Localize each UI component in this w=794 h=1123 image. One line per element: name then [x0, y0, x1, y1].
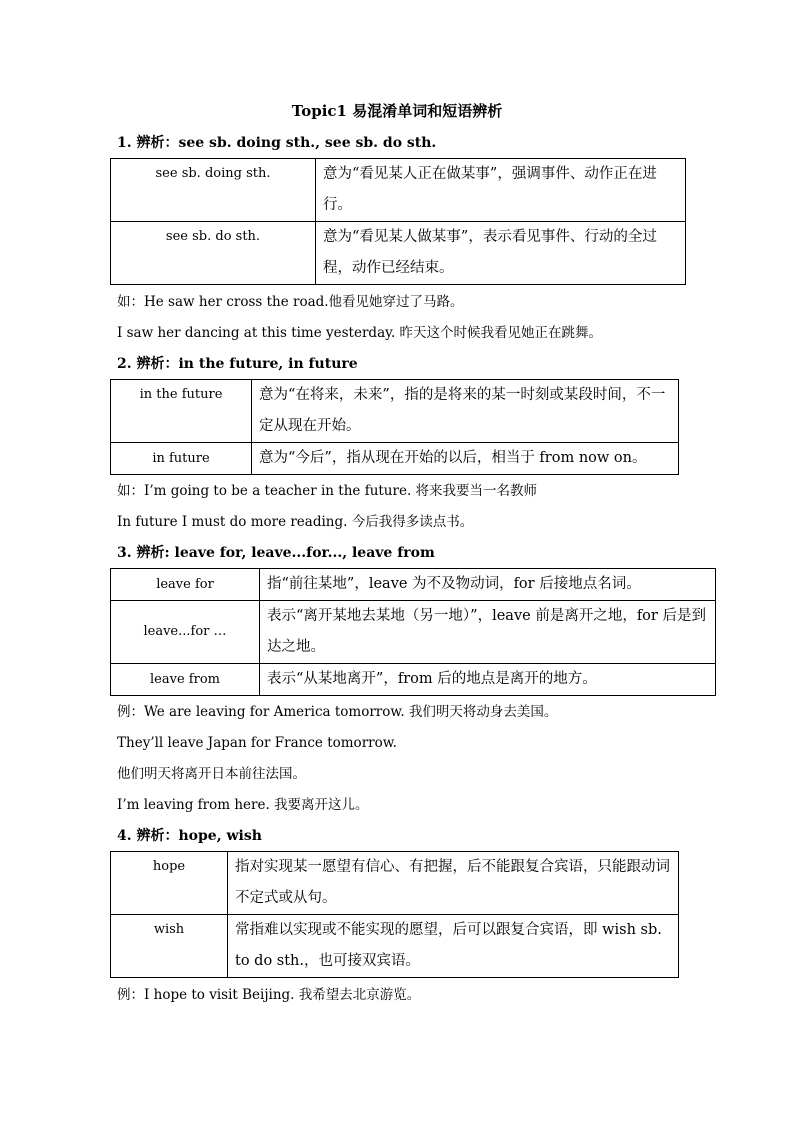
definition-cell: 意为“看见某人正在做某事”，强调事件、动作正在进行。 — [316, 159, 686, 222]
example-line: In future I must do more reading. 今后我得多读点书。 — [117, 514, 474, 530]
example-line: 他们明天将离开日本前往法国。 — [117, 766, 306, 782]
section-2-heading: 2. 辨析：in the future, in future — [117, 356, 358, 372]
term-cell: see sb. doing sth. — [111, 159, 316, 222]
definition-cell: 指对实现某一愿望有信心、有把握，后不能跟复合宾语，只能跟动词不定式或从句。 — [228, 852, 679, 915]
definition-cell: 表示“离开某地去某地（另一地）”，leave 前是离开之地，for 后是到达之地。 — [260, 601, 716, 664]
table-row — [111, 601, 716, 664]
example-line: They’ll leave Japan for France tomorrow. — [117, 735, 397, 751]
example-line: I’m leaving from here. 我要离开这儿。 — [117, 797, 369, 813]
term-cell: in future — [111, 443, 252, 475]
table-row — [111, 569, 716, 601]
example-line: I saw her dancing at this time yesterday. 昨天这个时候我看见她正在跳舞。 — [117, 325, 603, 341]
table-row — [111, 443, 679, 475]
table-row — [111, 222, 686, 285]
definition-cell: 表示“从某地离开”，from 后的地点是离开的地方。 — [260, 664, 716, 696]
example-line: 如：He saw her cross the road.他看见她穿过了马路。 — [117, 294, 464, 310]
table-row — [111, 664, 716, 696]
term-cell: leave for — [111, 569, 260, 601]
table-row — [111, 159, 686, 222]
term-cell: leave...for … — [111, 601, 260, 664]
term-cell: see sb. do sth. — [111, 222, 316, 285]
page-title: Topic1 易混淆单词和短语辨析 — [291, 102, 503, 120]
section-3-heading: 3. 辨析: leave for, leave...for..., leave from — [117, 545, 435, 561]
definition-cell: 常指难以实现或不能实现的愿望，后可以跟复合宾语，即 wish sb. to do sth.，也可接双宾语。 — [228, 915, 679, 978]
definition-cell: 指“前往某地”，leave 为不及物动词，for 后接地点名词。 — [260, 569, 716, 601]
definition-cell: 意为“在将来，未来”，指的是将来的某一时刻或某段时间，不一定从现在开始。 — [252, 380, 679, 443]
definition-cell: 意为“看见某人做某事”，表示看见事件、行动的全过程，动作已经结束。 — [316, 222, 686, 285]
example-line: 例：We are leaving for America tomorrow. 我们明天将动身去美国。 — [117, 704, 558, 720]
table-row — [111, 380, 679, 443]
section-1-heading: 1. 辨析：see sb. doing sth., see sb. do sth. — [117, 135, 437, 151]
section-3-table — [110, 568, 716, 696]
example-line: 如：I’m going to be a teacher in the future. 将来我要当一名教师 — [117, 483, 538, 499]
section-2-table — [110, 379, 679, 475]
definition-cell: 意为“今后”，指从现在开始的以后，相当于 from now on。 — [252, 443, 679, 475]
example-line: 例：I hope to visit Beijing. 我希望去北京游览。 — [117, 987, 421, 1003]
table-row — [111, 852, 679, 915]
table-row — [111, 915, 679, 978]
term-cell: leave from — [111, 664, 260, 696]
section-4-table — [110, 851, 679, 978]
section-1-table — [110, 158, 686, 285]
term-cell: wish — [111, 915, 228, 978]
term-cell: hope — [111, 852, 228, 915]
term-cell: in the future — [111, 380, 252, 443]
section-4-heading: 4. 辨析：hope, wish — [117, 828, 262, 844]
